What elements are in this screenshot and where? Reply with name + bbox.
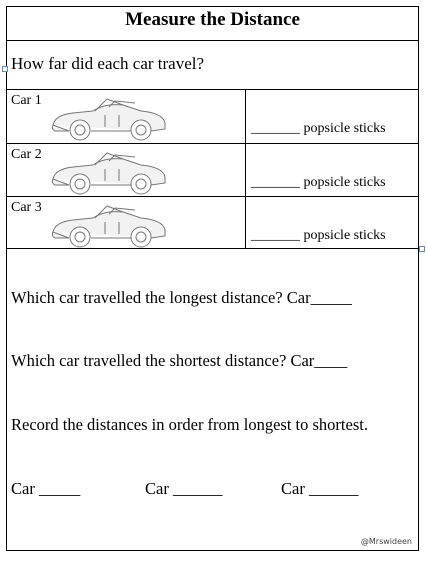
worksheet <box>6 6 419 551</box>
question-longest: Which car travelled the longest distance? Car_____ <box>11 288 352 307</box>
order-blank-3: Car ______ <box>281 479 359 498</box>
car-icon <box>45 147 171 197</box>
question-prompt: How far did each car travel? <box>11 54 205 73</box>
car-label: Car 2 <box>11 147 42 162</box>
car-icon <box>45 200 171 250</box>
car-label: Car 1 <box>11 93 42 108</box>
title-divider <box>7 40 418 41</box>
author-credit: @Mrswideen <box>360 537 412 546</box>
answer-blank: _______ popsicle sticks <box>251 228 386 243</box>
worksheet-title: Measure the Distance <box>125 9 300 30</box>
table-row <box>7 90 418 143</box>
table-row <box>7 143 418 197</box>
question-shortest: Which car travelled the shortest distance? Car____ <box>11 351 348 370</box>
question-order: Record the distances in order from longest to shortest. <box>11 415 368 434</box>
order-blank-2: Car ______ <box>145 479 223 498</box>
car-label: Car 3 <box>11 200 42 215</box>
table-row <box>7 196 418 250</box>
answer-blank: _______ popsicle sticks <box>251 121 386 136</box>
car-icon <box>45 93 171 143</box>
resize-handle-left[interactable] <box>2 66 8 72</box>
distance-table <box>7 89 418 249</box>
resize-handle-right[interactable] <box>419 246 425 252</box>
order-blank-1: Car _____ <box>11 479 81 498</box>
answer-blank: _______ popsicle sticks <box>251 175 386 190</box>
